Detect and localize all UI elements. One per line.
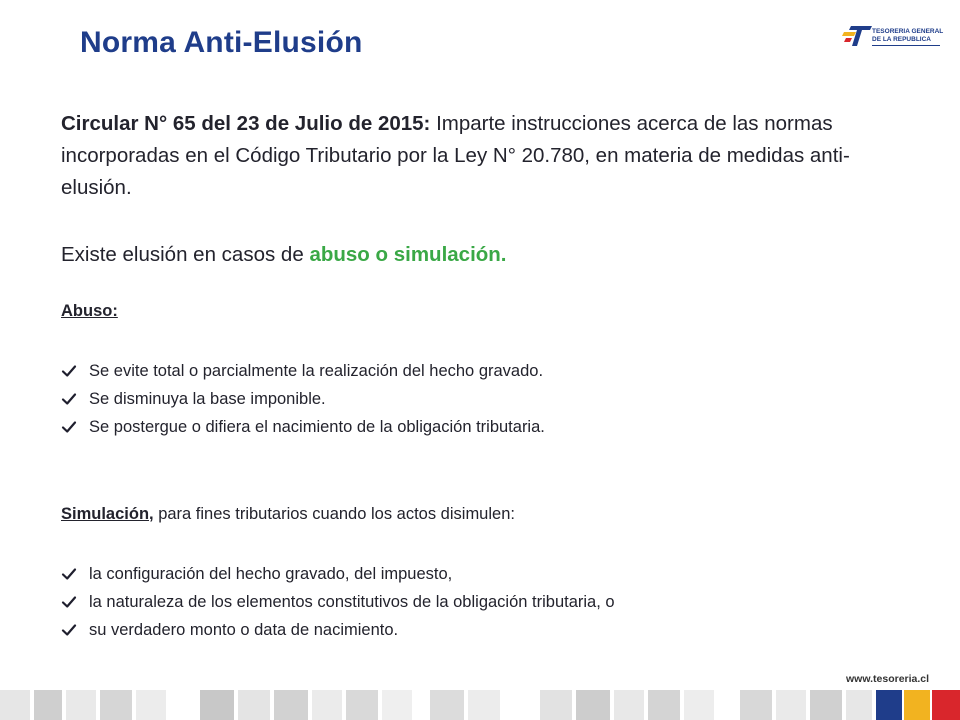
elusion-prefix: Existe elusión en casos de xyxy=(61,243,310,266)
simulacion-heading-rest: para fines tributarios cuando los actos disimulen: xyxy=(153,505,515,523)
abuso-heading xyxy=(61,300,118,322)
simulacion-item xyxy=(61,560,615,588)
abuso-item-text: Se disminuya la base imponible. xyxy=(89,390,326,408)
simulacion-item-text: la configuración del hecho gravado, del impuesto, xyxy=(89,565,453,583)
check-icon xyxy=(61,419,77,435)
abuso-item-text: Se postergue o difiera el nacimiento de la obligación tributaria. xyxy=(89,418,545,436)
intro-text: Imparte instrucciones acerca de las normas incorporadas en el Código Tributario por la Ley N° 20.780, en materia de medidas anti-elusión. xyxy=(61,112,850,199)
tesoreria-logo xyxy=(842,24,942,48)
elusion-highlight: abuso o simulación. xyxy=(309,243,507,266)
simulacion-item-text: su verdadero monto o data de nacimiento. xyxy=(89,621,399,639)
abuso-item-text: Se evite total o parcialmente la realización del hecho gravado. xyxy=(89,362,544,380)
footer-url: www.tesoreria.cl xyxy=(846,673,930,685)
simulacion-item xyxy=(61,616,615,644)
logo-mark-icon xyxy=(842,24,872,48)
footer-decoration xyxy=(0,690,960,720)
simulacion-heading-label: Simulación, xyxy=(61,505,154,523)
abuso-item xyxy=(61,385,545,413)
logo-underline xyxy=(872,45,940,46)
simulacion-heading xyxy=(61,503,515,525)
abuso-heading-label: Abuso: xyxy=(61,302,118,320)
simulacion-item xyxy=(61,588,615,616)
check-icon xyxy=(61,566,77,582)
slide-title: Norma Anti-Elusión xyxy=(80,26,363,59)
intro-paragraph xyxy=(61,108,911,204)
elusion-statement xyxy=(61,240,507,270)
check-icon xyxy=(61,622,77,638)
check-icon xyxy=(61,594,77,610)
check-icon xyxy=(61,363,77,379)
logo-text-line2: DE LA REPUBLICA xyxy=(872,36,931,43)
logo-text-line1: TESORERIA GENERAL xyxy=(872,28,944,35)
logo-text xyxy=(872,28,943,44)
simulacion-item-text: la naturaleza de los elementos constitutivos de la obligación tributaria, o xyxy=(89,593,615,611)
abuso-list xyxy=(61,357,545,441)
check-icon xyxy=(61,391,77,407)
circular-reference: Circular N° 65 del 23 de Julio de 2015: xyxy=(61,112,431,135)
abuso-item xyxy=(61,357,545,385)
simulacion-list xyxy=(61,560,615,644)
abuso-item xyxy=(61,413,545,441)
